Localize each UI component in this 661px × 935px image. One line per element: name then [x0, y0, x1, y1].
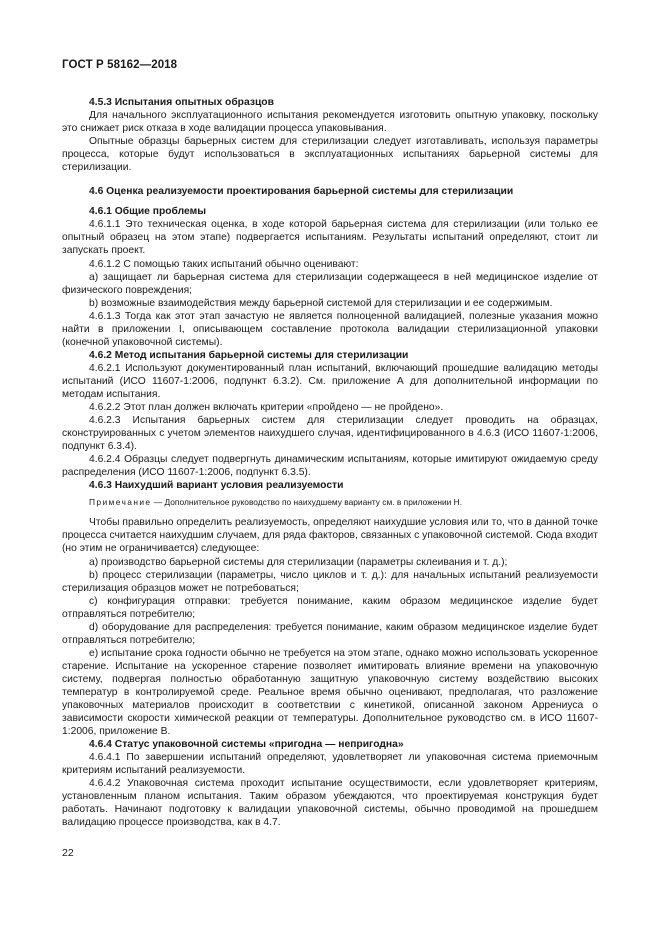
list-item: c) конфигурация отправки: требуется понимание, каким образом медицинское изделие будет отправляться потребителю; — [62, 595, 598, 620]
section-heading-4-6-1: 4.6.1 Общие проблемы — [89, 206, 207, 218]
section-heading-4-6-4: 4.6.4 Статус упаковочной системы «пригодна — непригодна» — [89, 739, 404, 751]
note-label: Примечание — [89, 497, 152, 508]
list-item: b) процесс стерилизации (параметры, число циклов и т. д.): для начальных испытаний реализуемости стерилизация образцов может не потребоваться; — [62, 569, 598, 594]
paragraph: 4.6.4.2 Упаковочная система проходит испытание осуществимости, если удовлетворяет критериям, установленным планом испытания. Таким образом убеждаются, что проектируемая конструкция будет работать. Начинают подготовку к валидации упаковочной системы, обычно проводимой на прошедшем валидацию процессе производства, как в 4.7. — [62, 778, 598, 829]
paragraph: 4.6.2.3 Испытания барьерных систем для стерилизации следует проводить на образцах, сконструированных с учетом элементов наихудшего случая, идентифицированного в 4.6.3 (ИСО 11607-1:2006, подпункт 6.3.4). — [62, 415, 598, 453]
paragraph: 4.6.2.4 Образцы следует подвергнуть динамическим испытаниям, которые имитируют ожидаемую среду распределения (ИСО 11607-1:2006, подпункт 6.3.5). — [62, 454, 598, 479]
paragraph: 4.6.1.3 Тогда как этот этап зачастую не является полноценной валидацией, полезные указания можно найти в приложении I, описывающем составление протокола валидации стерилизационной упаковки (конечной упаковочной системы). — [62, 310, 598, 348]
note-text: — Дополнительное руководство по наихудшему варианту см. в приложении Н. — [151, 497, 463, 508]
paragraph: Чтобы правильно определить реализуемость, определяют наихудшие условия или то, что в данной точке процесса считается наихудшим случаем, для ряда факторов, связанных с упаковочной системой. Сюда входит (но этим не ограничивается) следующее: — [62, 517, 598, 555]
list-item: a) производство барьерной системы для стерилизации (параметры склеивания и т. д.); — [89, 556, 508, 568]
note — [62, 496, 598, 508]
section-heading-4-5-3: 4.5.3 Испытания опытных образцов — [89, 97, 274, 108]
list-item: b) возможные взаимодействия между барьерной системой для стерилизации и ее содержимым. — [89, 297, 553, 309]
page-number: 22 — [62, 847, 74, 859]
standard-number: ГОСТ Р 58162—2018 — [62, 59, 178, 71]
section-heading-4-6: 4.6 Оценка реализуемости проектирования барьерной системы для стерилизации — [89, 186, 514, 198]
document-body — [62, 96, 598, 829]
paragraph: 4.6.1.1 Это техническая оценка, в ходе которой барьерная система для стерилизации (или только ее опытный образец на этом этапе) подвергается испытаниям. Результаты испытаний определяют, стоит ли запускать проект. — [62, 219, 598, 257]
paragraph: Для начального эксплуатационного испытания рекомендуется изготовить опытную упаковку, поскольку это снижает риск отказа в ходе валидации процесса упаковывания. — [62, 110, 598, 135]
paragraph: 4.6.2.2 Этот план должен включать критерии «пройдено — не пройдено». — [89, 402, 444, 414]
section-heading-4-6-3: 4.6.3 Наихудший вариант условия реализуемости — [89, 480, 344, 492]
paragraph: 4.6.1.2 С помощью таких испытаний обычно оценивают: — [89, 258, 359, 270]
paragraph: 4.6.2.1 Используют документированный план испытаний, включающий прошедшие валидацию методы испытаний (ИСО 11607-1:2006, подпункт 6.3.2). См. приложение А для дополнительной информации по методам испытания. — [62, 362, 598, 400]
section-heading-4-6-2: 4.6.2 Метод испытания барьерной системы для стерилизации — [89, 349, 409, 361]
list-item: a) защищает ли барьерная система для стерилизации содержащееся в ней медицинское изделие от физического повреждения; — [62, 271, 598, 296]
list-item: e) испытание срока годности обычно не требуется на этом этапе, однако можно использовать ускоренное старение. Испытание на ускоренное старение позволяет имитировать влияние времени на упаковочную систему, подвергая полностью обработанную защитную упаковочную систему воздействию высоких температур в контролируемой среде. Реальное время обычно оценивают, предполагая, что разложение упаковочных материалов происходит в соответствии с кинетикой, описанной законом Аррениуса о зависимости скорости химической реакции от температуры. Дополнительное руководство см. в ИСО 11607-1:2006, приложение В. — [62, 647, 598, 738]
list-item: d) оборудование для распределения: требуется понимание, каким образом медицинское изделие будет отправляться потребителю; — [62, 621, 598, 646]
paragraph: Опытные образцы барьерных систем для стерилизации следует изготавливать, используя параметры процесса, которые будут использоваться в эксплуатационных испытаниях барьерной системы для стерилизации. — [62, 136, 598, 174]
paragraph: 4.6.4.1 По завершении испытаний определяют, удовлетворяет ли упаковочная система приемочным критериям испытаний реализуемости. — [62, 752, 598, 777]
